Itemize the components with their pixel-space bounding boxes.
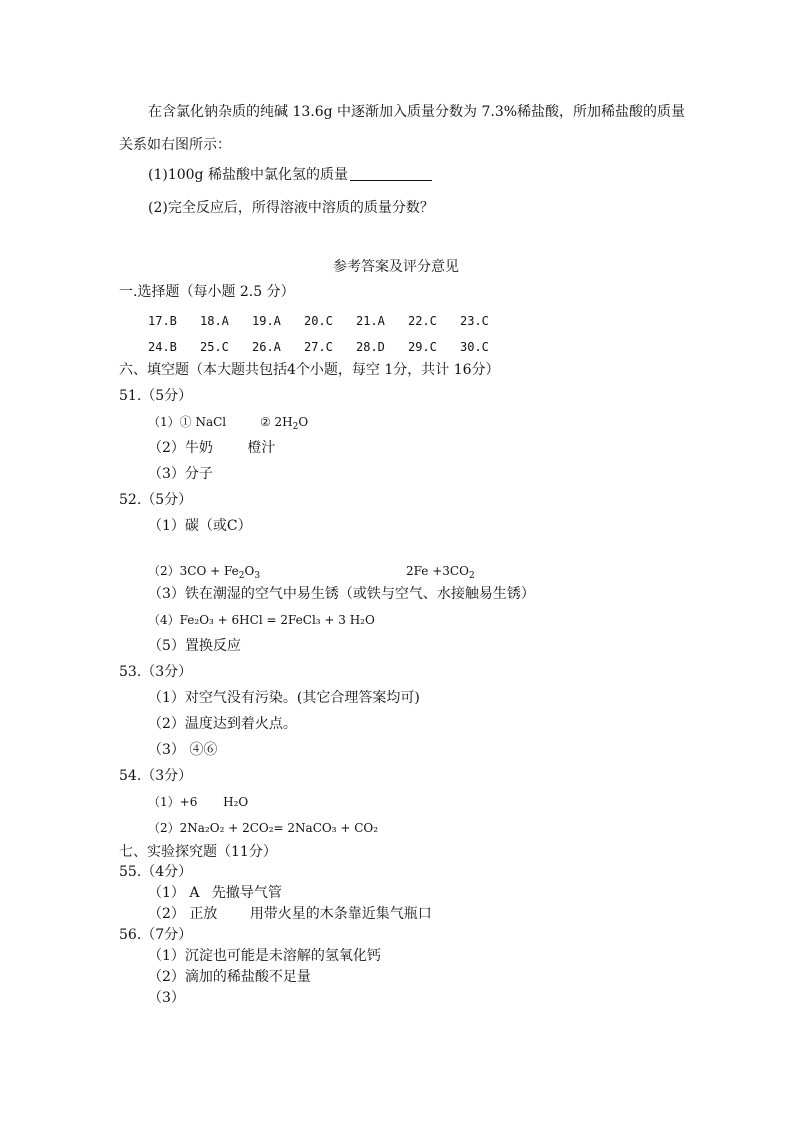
- mc-answer: 30.C: [460, 340, 489, 354]
- q52-answer-5: （5）置换反应: [148, 638, 241, 654]
- mc-answer: 25.C: [200, 340, 229, 354]
- mc-answer: 18.A: [200, 314, 229, 328]
- q51-answer-1b: ② $2H_2O$: [259, 415, 309, 432]
- q55-answer-2a: （2） 正放: [148, 906, 218, 922]
- q54-answer-1a: （1）+6: [148, 795, 198, 809]
- q52-answer-4: （4）Fe₂O₃ + 6HCl = 2FeCl₃ + 3 H₂O: [148, 613, 375, 627]
- mc-answer: 29.C: [408, 340, 437, 354]
- q51-answer-2a: （2）牛奶: [148, 440, 213, 456]
- q51-answer-1: [148, 413, 308, 436]
- q54-answer-1b: H₂O: [223, 795, 249, 809]
- mc-answer: 22.C: [408, 314, 437, 328]
- problem-question-2: (2)完全反应后，所得溶液中溶质的质量分数？: [148, 200, 434, 216]
- mc-answer: 26.A: [252, 340, 281, 354]
- q55-answer-1: [148, 884, 282, 902]
- q56-answer-3: （3）: [148, 990, 185, 1006]
- mc-answer: 21.A: [356, 314, 385, 328]
- q52-answer-2-left: $(2)3CO + Fe_2O_3$: [148, 564, 261, 581]
- mc-row-2: [148, 338, 512, 356]
- q51-answer-3: （3）分子: [148, 466, 213, 482]
- mc-answer: 19.A: [252, 314, 281, 328]
- q55-answer-2: [148, 905, 432, 923]
- q52-answer-3: （3）铁在潮湿的空气中易生锈（或铁与空气、水接触易生锈）: [148, 586, 535, 602]
- q52-answer-2-right: $2Fe +3CO_2$: [406, 564, 475, 581]
- q51-answer-1a: （1）① NaCl: [148, 415, 227, 429]
- q51-answer-2b: 橙汁: [247, 440, 276, 456]
- q55-heading: 55.（4分）: [119, 864, 193, 880]
- answers-title: 参考答案及评分意见: [333, 259, 459, 275]
- mc-row-1: [148, 312, 512, 330]
- q55-answer-1b: 先撤导气管: [211, 885, 282, 901]
- q52-heading: 52.（5分）: [119, 492, 193, 508]
- q56-heading: 56.（7分）: [119, 927, 193, 943]
- q56-answer-1: （1）沉淀也可能是未溶解的氢氧化钙: [148, 948, 381, 964]
- mc-answer: 20.C: [304, 314, 333, 328]
- q51-heading: 51.（5分）: [119, 388, 193, 404]
- mc-answer: 24.B: [148, 340, 177, 354]
- problem-line-2: 关系如右图所示：: [119, 137, 231, 153]
- mc-answer: 23.C: [460, 314, 489, 328]
- section-7-heading: 七、实验探究题（11分）: [119, 844, 277, 860]
- mc-answer: 27.C: [304, 340, 333, 354]
- q54-heading: 54.（3分）: [119, 768, 193, 784]
- q51-answer-2: [148, 439, 275, 457]
- q54-answer-1: [148, 793, 248, 811]
- q55-answer-1a: （1） A: [148, 885, 200, 901]
- q55-answer-2b: 用带火星的木条靠近集气瓶口: [249, 906, 432, 922]
- mc-answer: 17.B: [148, 314, 177, 328]
- mc-answer: 28.D: [356, 340, 385, 354]
- problem-question-1: [148, 166, 432, 184]
- q53-answer-3: （3） ④⑥: [148, 742, 218, 758]
- q52-answer-1: （1）碳（或C）: [148, 518, 252, 534]
- q53-answer-2: （2）温度达到着火点。: [148, 716, 297, 732]
- section-6-heading: 六、填空题（本大题共包括4个小题，每空 1分，共计 16分）: [119, 362, 500, 378]
- section-1-heading: 一.选择题（每小题 2.5 分）: [119, 284, 295, 300]
- q54-answer-2: （2）2Na₂O₂ + 2CO₂= 2NaCO₃ + CO₂: [148, 821, 379, 835]
- problem-line-1: 在含氯化钠杂质的纯碱 13.6g 中逐渐加入质量分数为 7.3%稀盐酸，所加稀盐酸的质量: [148, 104, 686, 120]
- q56-answer-2: （2）滴加的稀盐酸不足量: [148, 969, 311, 985]
- question-1-text: (1)100g 稀盐酸中氯化氢的质量: [148, 167, 348, 183]
- answer-blank: [350, 166, 432, 181]
- q53-answer-1: （1）对空气没有污染。(其它合理答案均可): [148, 690, 420, 706]
- q53-heading: 53.（3分）: [119, 664, 193, 680]
